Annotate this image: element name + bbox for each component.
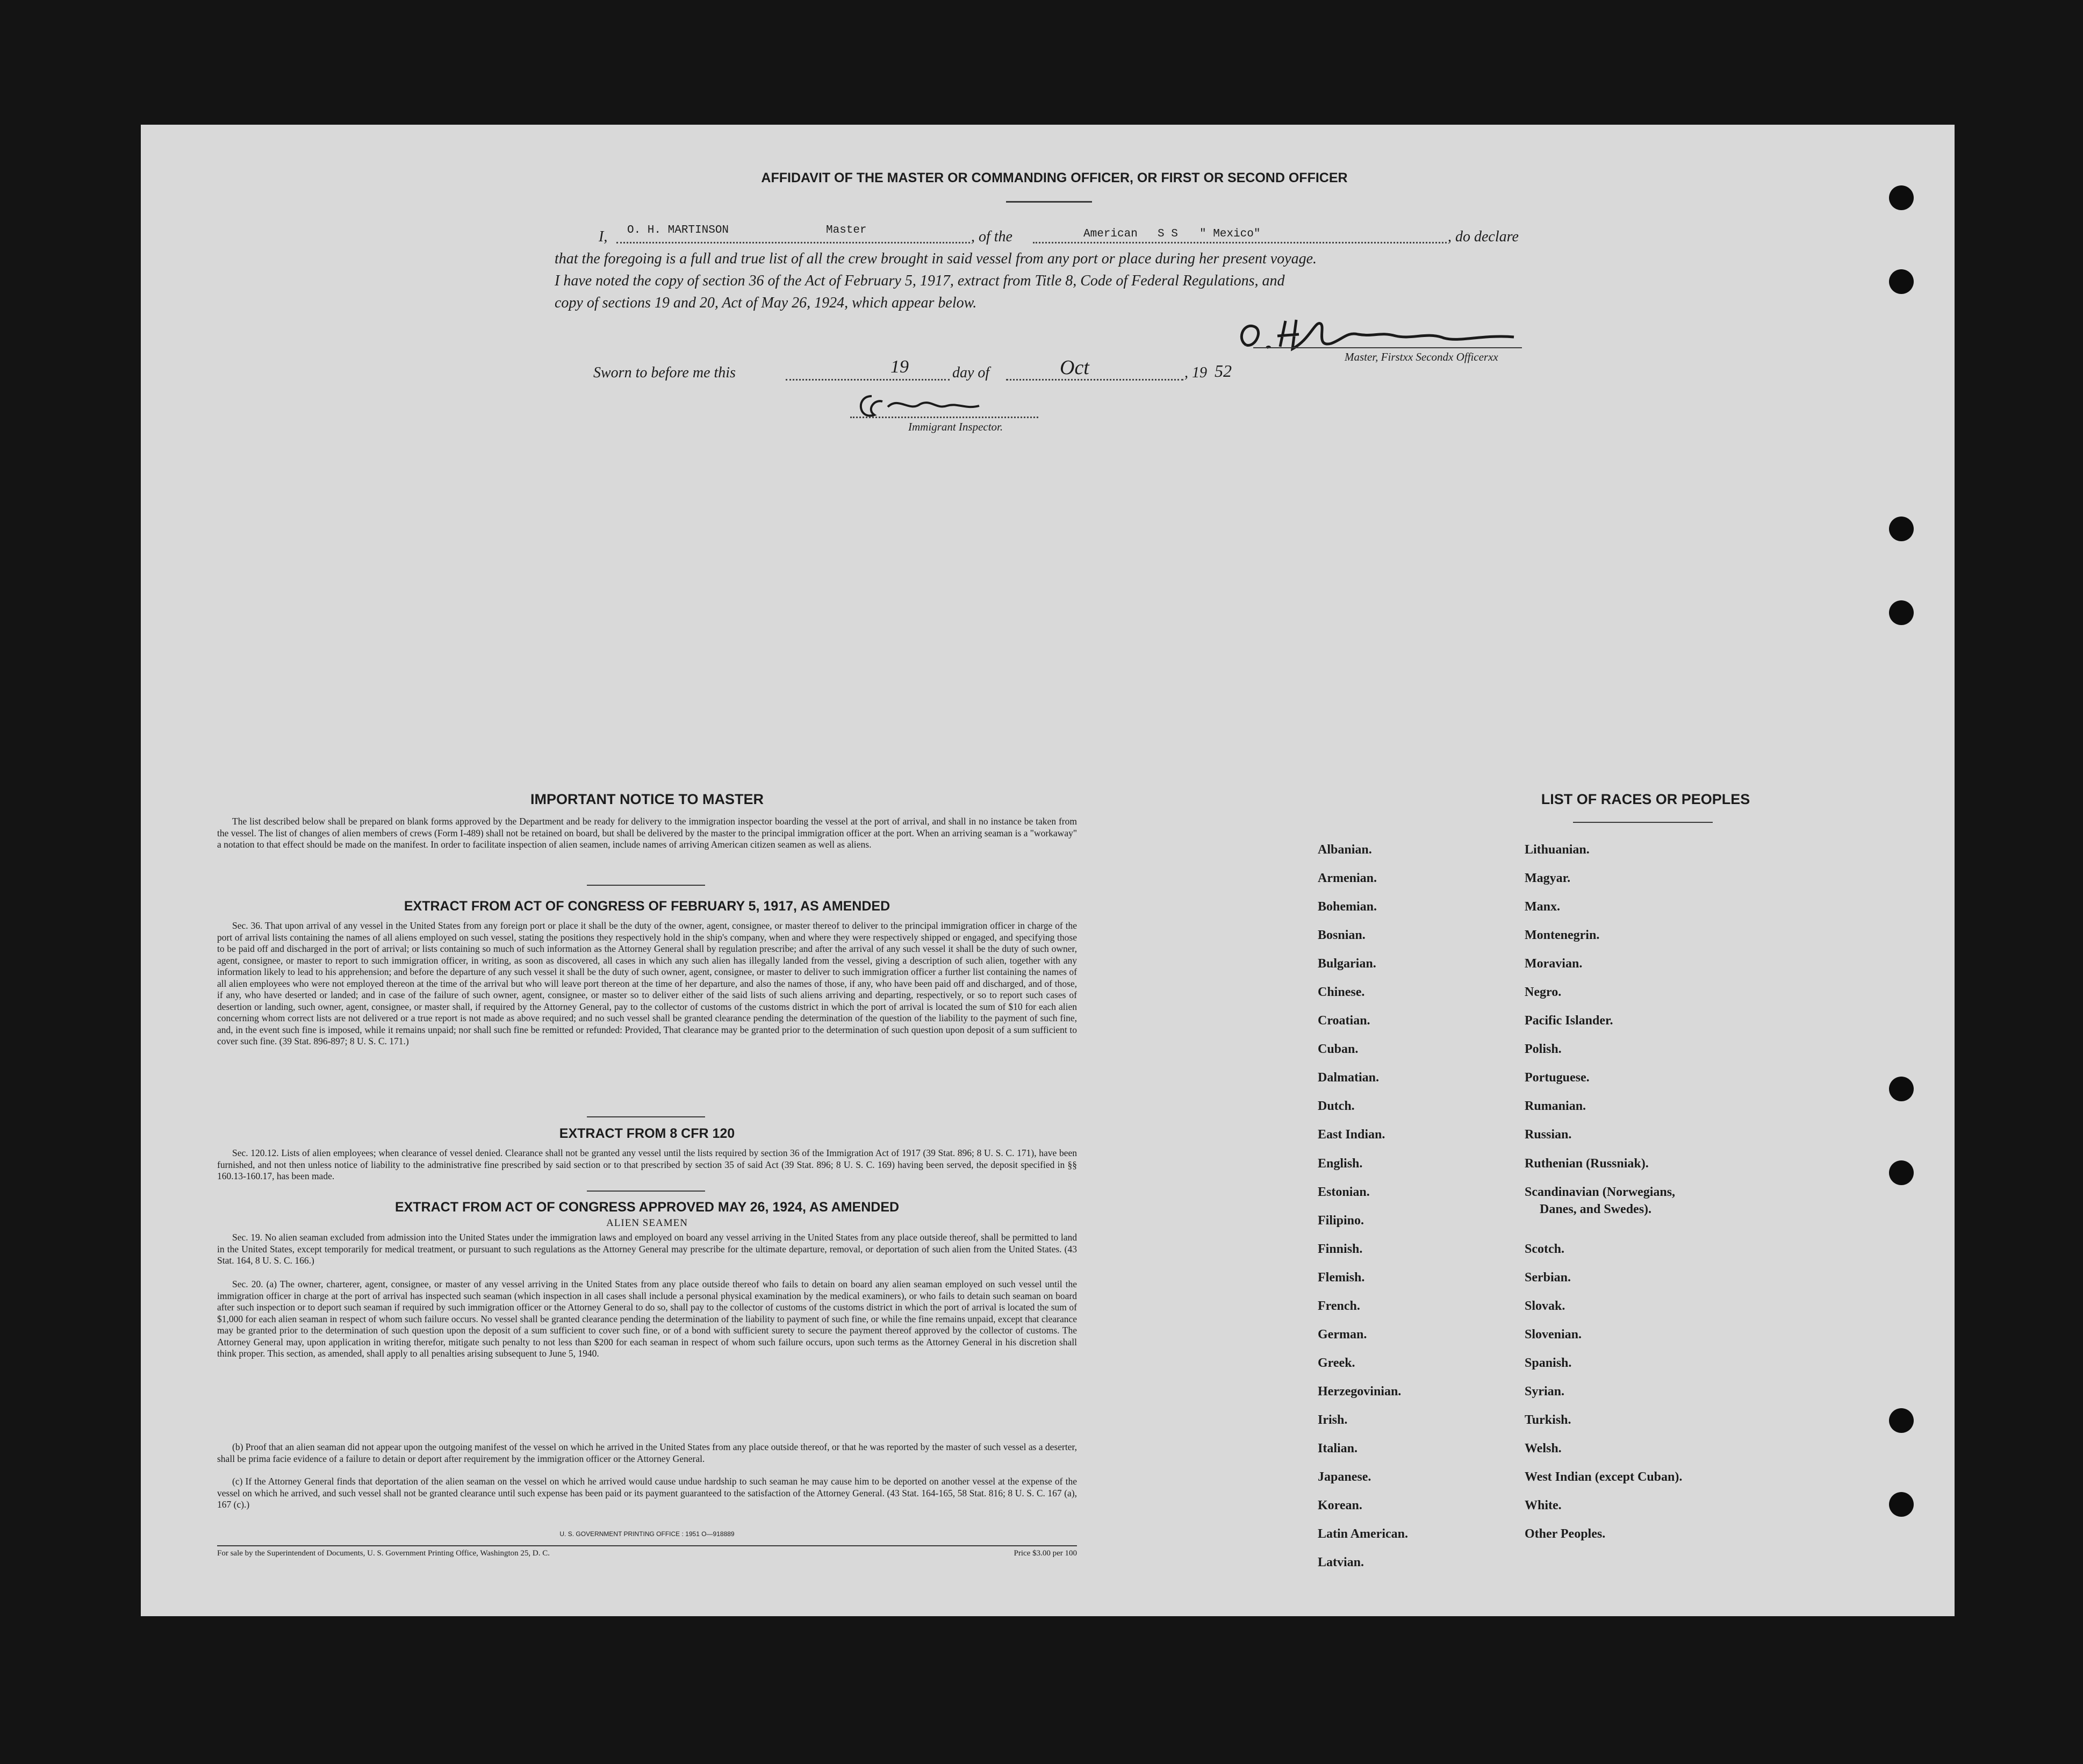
race-item: Manx.	[1525, 900, 1560, 914]
race-item: Other Peoples.	[1525, 1527, 1606, 1541]
race-item: Filipino.	[1318, 1214, 1364, 1228]
affidavit-title: AFFIDAVIT OF THE MASTER OR COMMANDING OFFICER, OR FIRST OR SECOND OFFICER	[761, 170, 1348, 185]
race-item: Latvian.	[1318, 1555, 1364, 1569]
race-item: Latin American.	[1318, 1527, 1408, 1541]
race-item: Armenian.	[1318, 871, 1377, 885]
binder-hole	[1889, 1160, 1914, 1185]
race-item: Polish.	[1525, 1042, 1562, 1056]
sworn-year-prefix: , 19	[1184, 364, 1207, 381]
race-item: Portuguese.	[1525, 1071, 1590, 1085]
race-item: Dalmatian.	[1318, 1071, 1379, 1085]
race-item: Bulgarian.	[1318, 957, 1376, 971]
of-the-label: , of the	[971, 228, 1012, 245]
race-item: Korean.	[1318, 1498, 1362, 1512]
inspector-signature-line	[850, 417, 1038, 418]
race-item: Scandinavian (Norwegians,	[1525, 1185, 1676, 1199]
race-item: White.	[1525, 1498, 1562, 1512]
sec-19-text: Sec. 19. No alien seaman excluded from admission into the United States under the immigration laws and employed on board any vessel arriving in the United States from any place outside thereof, shall be permitted to land in the United States, except temporarily for medical treatment, or pursuant to such regulations as the Attorney General may prescribe for the ultimate departure, removal, or deportation of such alien from the United States. (43 Stat. 164, 8 U. S. C. 166.)	[217, 1232, 1077, 1266]
race-item: Bosnian.	[1318, 928, 1366, 942]
race-item: Slovenian.	[1525, 1328, 1582, 1342]
race-item: Russian.	[1525, 1128, 1572, 1142]
race-item: Magyar.	[1525, 871, 1571, 885]
price-notice: Price $3.00 per 100	[1014, 1549, 1077, 1558]
gpo-imprint: U. S. GOVERNMENT PRINTING OFFICE : 1951 O—918889	[559, 1530, 735, 1538]
sworn-month: Oct	[1060, 356, 1089, 379]
extract-cfr-text: Sec. 120.12. Lists of alien employees; when clearance of vessel denied. Clearance shall not be granted any vessel until the lists required by section 36 of the Immigration Act of 1917 (39 Stat. 896; 8 U. S. C. 171), have been furnished, and not then unless notice of liability to the administrative fine prescribed by said section or to that prescribed by section 35 of said Act (39 Stat. 896; 8 U. S. C. 169) having been served, the deposit specified in §§ 160.13-160.17, has been made.	[217, 1148, 1077, 1181]
race-item: Ruthenian (Russniak).	[1525, 1157, 1649, 1171]
race-item: Syrian.	[1525, 1385, 1565, 1399]
race-item: Italian.	[1318, 1442, 1358, 1455]
affidavit-line-2: that the foregoing is a full and true list of all the crew brought in said vessel from any port or place during her present voyage.	[555, 250, 1317, 267]
sworn-day: 19	[890, 357, 909, 377]
race-item: Croatian.	[1318, 1014, 1370, 1028]
extract-1917-text: Sec. 36. That upon arrival of any vessel in the United States from any foreign port or place it shall be the duty of the owner, agent, consignee, or master thereof to deliver to the principal immigration officer in charge of the port of arrival lists containing the names of all aliens employed on such vessel, stating the positions they respectively hold in the ship's company, when and where they were respectively shipped or engaged, and specifying those to be paid off and discharged in the port of arrival; or lists containing so much of such information as the Attorney General shall by regulation prescribe; and after the arrival of any such vessel it shall be the duty of such owner, agent, consignee, or master to report to such immigration officer, in writing, as soon as discovered, all cases in which any such alien has illegally landed from the vessel, giving a description of such alien, together with any information likely to lead to his apprehension; and before the departure of any such vessel it shall be the duty of such owner, agent, consignee, or master to deliver to such immigration officer a further list containing the names of all alien employees who were not employed thereon at the time of the arrival but who will leave port thereon at the time of her departure, and also the names of those, if any, who have been paid off and discharged, and of those, if any, who have deserted or landed; and in case of the failure of such owner, agent, consignee, or master so to deliver either of the said lists of such aliens arriving and departing, respectively, or so to report such cases of desertion or landing, such owner, agent, consignee, or master shall, if required by the Attorney General, pay to the collector of customs of the customs district in which the port of arrival is located the sum of $10 for each alien concerning whom correct lists are not delivered or a true report is not made as above required; and no such vessel shall be granted clearance pending the determination of the question of the liability to the payment of such fine, and, in the event such fine is imposed, while it remains unpaid; nor shall such fine be remitted or refunded: Provided, That clearance may be granted prior to the determination of such question upon deposit of a sum sufficient to cover such fine. (39 Stat. 896-897; 8 U. S. C. 171.)	[217, 920, 1077, 1046]
sworn-label: Sworn to before me this	[593, 364, 736, 381]
race-item: Finnish.	[1318, 1242, 1363, 1256]
inspector-label: Immigrant Inspector.	[908, 420, 1003, 433]
binder-hole	[1889, 517, 1914, 541]
name-field-line	[616, 242, 970, 243]
race-item: Welsh.	[1525, 1442, 1562, 1455]
race-item: Dutch.	[1318, 1099, 1355, 1113]
sec-20a-text: Sec. 20. (a) The owner, charterer, agent, consignee, or master of any vessel arriving in the United States from any place outside thereof who fails to detain on board any alien seaman employed on such vessel until the immigration officer in charge at the port of arrival has inspected such seaman (which inspection in all cases shall include a personal physical examination by the medical examiners), or who fails to detain such seaman on board after such inspection or to deport such seaman if required by such immigration officer or the Attorney General to do so, shall pay to the collector of customs of the customs district in which the port of arrival is located the sum of $1,000 for each alien seaman in respect of whom such failure occurs. No vessel shall be granted clearance pending the determination of the liability to payment of such fine, or while the fine remains unpaid, except that clearance may be granted prior to the determination of such question upon the deposit of a sum sufficient to cover such fine, or of a bond with sufficient surety to secure the payment thereof approved by the collector of customs. The Attorney General may, upon application in writing therefor, mitigate such penalty to not less than $200 for each seaman in respect of whom such failure occurs, upon such terms as the Attorney General in his discretion shall think proper. This section, as amended, shall apply to all penalties arising subsequent to June 5, 1940.	[217, 1279, 1077, 1359]
master-name: O. H. MARTINSON	[627, 224, 729, 236]
race-item: East Indian.	[1318, 1128, 1385, 1142]
day-of-label: day of	[952, 364, 990, 381]
extract-1917-divider	[587, 1116, 705, 1117]
race-item: German.	[1318, 1328, 1367, 1342]
sec-20c-text: (c) If the Attorney General finds that deportation of the alien seaman on the vessel on which he arrived would cause undue hardship to such seaman he may cause him to be deported on another vessel at the expense of the vessel on which he arrived, and such vessel shall not be granted clearance until such expense has been paid or its payment guaranteed to the satisfaction of the Attorney General. (43 Stat. 164-165, 58 Stat. 816; 8 U. S. C. 167 (a), 167 (c).)	[217, 1476, 1077, 1510]
races-divider	[1573, 822, 1713, 823]
binder-hole	[1889, 1408, 1914, 1433]
race-item: Spanish.	[1525, 1356, 1572, 1370]
race-item: Danes, and Swedes).	[1540, 1202, 1652, 1216]
notice-title: IMPORTANT NOTICE TO MASTER	[530, 791, 764, 807]
alien-seamen-subtitle: ALIEN SEAMEN	[606, 1217, 688, 1229]
race-item: Flemish.	[1318, 1271, 1365, 1285]
document-page	[141, 125, 1955, 1616]
extract-cfr-divider	[587, 1191, 705, 1192]
race-item: Estonian.	[1318, 1185, 1370, 1199]
race-item: Turkish.	[1525, 1413, 1571, 1427]
binder-hole	[1889, 600, 1914, 625]
master-signature-label: Master, Firstxx Secondx Officerxx	[1345, 350, 1498, 363]
master-signature-line	[1253, 347, 1522, 348]
race-item: Japanese.	[1318, 1470, 1371, 1484]
affidavit-line-4: copy of sections 19 and 20, Act of May 26, 1924, which appear below.	[555, 295, 977, 311]
binder-hole	[1889, 185, 1914, 210]
race-item: Greek.	[1318, 1356, 1355, 1370]
race-item: Albanian.	[1318, 843, 1372, 857]
race-item: Chinese.	[1318, 985, 1365, 999]
affidavit-i: I,	[599, 228, 608, 245]
race-item: Negro.	[1525, 985, 1562, 999]
extract-cfr-title: EXTRACT FROM 8 CFR 120	[559, 1126, 735, 1141]
race-item: Serbian.	[1525, 1271, 1571, 1285]
race-item: Bohemian.	[1318, 900, 1377, 914]
extract-1917-title: EXTRACT FROM ACT OF CONGRESS OF FEBRUARY 5, 1917, AS AMENDED	[404, 899, 890, 914]
sworn-year: 52	[1215, 361, 1232, 381]
master-rank: Master	[826, 224, 867, 236]
binder-hole	[1889, 269, 1914, 294]
race-item: Lithuanian.	[1525, 843, 1590, 857]
vessel-nationality: American	[1083, 228, 1138, 240]
sale-notice: For sale by the Superintendent of Documents, U. S. Government Printing Office, Washington 25, D. C.	[217, 1549, 550, 1558]
race-item: English.	[1318, 1157, 1363, 1171]
notice-divider	[587, 885, 705, 886]
sec-20b-text: (b) Proof that an alien seaman did not appear upon the outgoing manifest of the vessel on which he arrived in the United States from any place outside thereof, or that he was reported by the master of such vessel as a deserter, shall be prima facie evidence of a failure to detain or deport after requirement by the immigration officer or the Attorney General.	[217, 1442, 1077, 1464]
sworn-month-line	[1006, 379, 1183, 381]
races-title: LIST OF RACES OR PEOPLES	[1541, 791, 1750, 807]
sworn-day-line	[786, 379, 950, 381]
binder-hole	[1889, 1077, 1914, 1101]
vessel-field-line	[1033, 242, 1447, 243]
binder-hole	[1889, 1492, 1914, 1517]
race-item: West Indian (except Cuban).	[1525, 1470, 1683, 1484]
race-item: French.	[1318, 1299, 1360, 1313]
race-item: Herzegovinian.	[1318, 1385, 1402, 1399]
race-item: Moravian.	[1525, 957, 1583, 971]
race-item: Pacific Islander.	[1525, 1014, 1613, 1028]
vessel-type: S S	[1158, 228, 1178, 240]
vessel-name: " Mexico"	[1199, 228, 1261, 240]
race-item: Scotch.	[1525, 1242, 1564, 1256]
extract-1924-title: EXTRACT FROM ACT OF CONGRESS APPROVED MAY 26, 1924, AS AMENDED	[394, 1200, 900, 1215]
race-item: Irish.	[1318, 1413, 1348, 1427]
do-declare-label: , do declare	[1448, 228, 1519, 245]
title-divider	[1006, 201, 1092, 203]
race-item: Cuban.	[1318, 1042, 1359, 1056]
race-item: Montenegrin.	[1525, 928, 1600, 942]
notice-text: The list described below shall be prepared on blank forms approved by the Department and be ready for delivery to the immigration inspector boarding the vessel at the port of arrival, and shall in no instance be taken from the vessel. The list of changes of alien members of crews (Form I-489) shall not be retained on board, but shall be delivered by the master to the principal immigration officer at the port. When an arriving seaman is a "workaway" a notation to that effect should be made on the manifest. In order to facilitate inspection of alien seamen, include names of arriving American citizen seamen as well as aliens.	[217, 816, 1077, 850]
affidavit-line-3: I have noted the copy of section 36 of the Act of February 5, 1917, extract from Title 8, Code of Federal Regulations, and	[555, 273, 1285, 289]
footer-rule	[217, 1545, 1077, 1546]
race-item: Slovak.	[1525, 1299, 1565, 1313]
race-item: Rumanian.	[1525, 1099, 1586, 1113]
